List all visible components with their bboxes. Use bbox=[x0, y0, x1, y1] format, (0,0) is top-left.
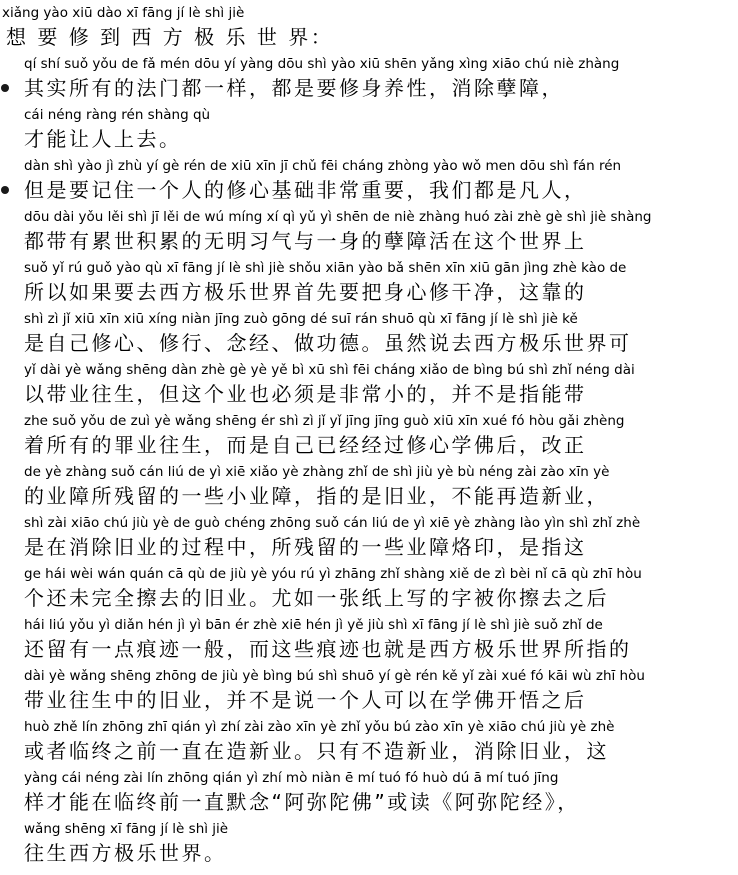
pinyin-line: qí shí suǒ yǒu de fǎ mén dōu yí yàng dōu shì yào xiū shēn yǎng xìng xiāo chú niè zhàng bbox=[24, 56, 620, 72]
pinyin-line: yǐ dài yè wǎng shēng dàn zhè gè yè yě bì xū shì fēi cháng xiǎo de bìng bú shì zhǐ néng dài bbox=[24, 362, 635, 378]
hanzi-line: 想 要 修 到 西 方 极 乐 世 界： bbox=[6, 25, 334, 49]
hanzi-line: 样才能在临终前一直默念“阿弥陀佛”或读《阿弥陀经》， bbox=[24, 790, 580, 814]
pinyin-line: suǒ yǐ rú guǒ yào qù xī fāng jí lè shì jiè shǒu xiān yào bǎ shēn xīn xiū gān jìng zhè kào de bbox=[24, 260, 627, 276]
hanzi-line: 才能让人上去。 bbox=[24, 127, 182, 151]
pinyin-line: dài yè wǎng shēng zhōng de jiù yè bìng bú shì shuō yí gè rén kě yǐ zài xué fó kāi wù zhī hòu bbox=[24, 668, 645, 684]
hanzi-line: 都带有累世积累的无明习气与一身的孽障活在这个世界上 bbox=[24, 229, 587, 253]
hanzi-line: 但是要记住一个人的修心基础非常重要，我们都是凡人， bbox=[24, 178, 587, 202]
hanzi-line: 是在消除旧业的过程中，所残留的一些业障烙印，是指这 bbox=[24, 535, 587, 559]
pinyin-line: dōu dài yǒu lěi shì jī lěi de wú míng xí qì yǔ yì shēn de niè zhàng huó zài zhè gè shì jiè shàng bbox=[24, 209, 652, 225]
pinyin-line: zhe suǒ yǒu de zuì yè wǎng shēng ér shì zì jǐ yǐ jīng jīng guò xiū xīn xué fó hòu gǎi zhèng bbox=[24, 413, 625, 429]
pinyin-line: wǎng shēng xī fāng jí lè shì jiè bbox=[24, 821, 229, 837]
hanzi-line: 个还未完全擦去的旧业。尤如一张纸上写的字被你擦去之后 bbox=[24, 586, 609, 610]
hanzi-line: 的业障所残留的一些小业障，指的是旧业，不能再造新业， bbox=[24, 484, 609, 508]
hanzi-line: 往生西方极乐世界。 bbox=[24, 841, 227, 865]
bullet-dot bbox=[1, 84, 9, 92]
hanzi-line: 带业往生中的旧业，并不是说一个人可以在学佛开悟之后 bbox=[24, 688, 587, 712]
pinyin-line: hái liú yǒu yì diǎn hén jì yì bān ér zhè xiē hén jì yě jiù shì xī fāng jí lè shì jiè suǒ zhǐ de bbox=[24, 617, 603, 633]
pinyin-line: xiǎng yào xiū dào xī fāng jí lè shì jiè bbox=[2, 5, 245, 21]
hanzi-line: 还留有一点痕迹一般，而这些痕迹也就是西方极乐世界所指的 bbox=[24, 637, 632, 661]
hanzi-line: 所以如果要去西方极乐世界首先要把身心修干净，这靠的 bbox=[24, 280, 587, 304]
hanzi-line: 或者临终之前一直在造新业。只有不造新业，消除旧业，这 bbox=[24, 739, 609, 763]
bullet-dot bbox=[1, 186, 9, 194]
pinyin-line: cái néng ràng rén shàng qù bbox=[24, 107, 211, 123]
hanzi-line: 着所有的罪业往生，而是自己已经经过修心学佛后，改正 bbox=[24, 433, 587, 457]
pinyin-line: dàn shì yào jì zhù yí gè rén de xiū xīn jī chǔ fēi cháng zhòng yào wǒ men dōu shì fán rén bbox=[24, 158, 622, 174]
hanzi-line: 是自己修心、修行、念经、做功德。虽然说去西方极乐世界可 bbox=[24, 331, 632, 355]
pinyin-line: huò zhě lín zhōng zhī qián yì zhí zài zào xīn yè zhǐ yǒu bú zào xīn yè xiāo chú jiù yè zhè bbox=[24, 719, 615, 735]
hanzi-line: 以带业往生，但这个业也必须是非常小的，并不是指能带 bbox=[24, 382, 587, 406]
pinyin-line: yàng cái néng zài lín zhōng qián yì zhí mò niàn ē mí tuó fó huò dú ā mí tuó jīng bbox=[24, 770, 559, 786]
pinyin-line: de yè zhàng suǒ cán liú de yì xiē xiǎo yè zhàng zhǐ de shì jiù yè bù néng zài zào xīn yè bbox=[24, 464, 610, 480]
hanzi-line: 其实所有的法门都一样，都是要修身养性，消除孽障， bbox=[24, 76, 564, 100]
pinyin-line: shì zài xiāo chú jiù yè de guò chéng zhōng suǒ cán liú de yì xiē yè zhàng lào yìn shì zhǐ zhè bbox=[24, 515, 641, 531]
pinyin-line: shì zì jǐ xiū xīn xiū xíng niàn jīng zuò gōng dé suī rán shuō qù xī fāng jí lè shì jiè kě bbox=[24, 311, 578, 327]
pinyin-line: ge hái wèi wán quán cā qù de jiù yè yóu rú yì zhāng zhǐ shàng xiě de zì bèi nǐ cā qù zhī hòu bbox=[24, 566, 642, 582]
